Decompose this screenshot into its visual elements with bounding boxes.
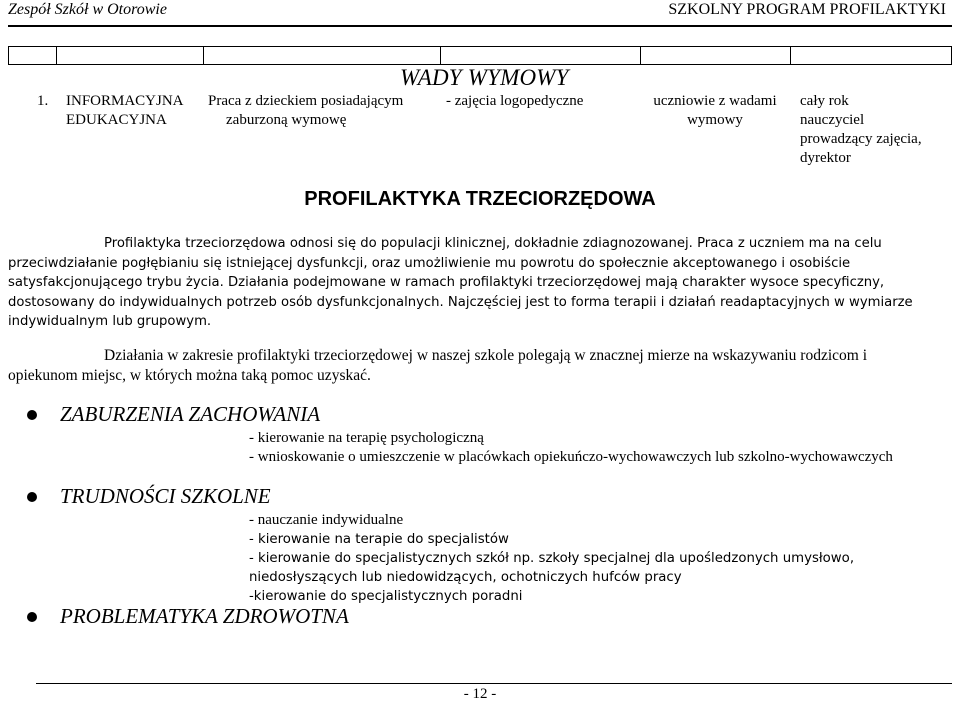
table-col-border [951,46,952,64]
table-col-border [640,46,641,64]
footer-rule [36,683,952,684]
paragraph-line: opiekunom miejsc, w których można taką pomoc uzyskać. [8,366,371,384]
responsible-line: dyrektor [800,150,851,166]
activity-line: zaburzoną wymowę [226,112,347,128]
table-col-border [203,46,204,64]
page-number: - 12 - [463,686,497,702]
header-rule [8,25,952,27]
section-title: PROFILAKTYKA TRZECIORZĘDOWA [304,188,656,210]
bullet-icon [27,612,37,622]
bullet-icon [27,410,37,420]
category-cell [66,92,184,130]
responsible-line: cały rok [800,93,849,109]
table-col-border [440,46,441,64]
paragraph-line: dostosowany do indywidualnych potrzeb osób dysfunkcjonalnych. Najczęściej jest to forma terapii i działań readaptacyjnych w wymiarze [8,294,913,310]
header-school-name: Zespół Szkół w Otorowie [8,1,167,18]
activity-line: Praca z dzieckiem posiadającym [208,93,404,109]
target-line: uczniowie z wadami [653,93,777,109]
category-line: EDUKACYJNA [66,112,167,128]
responsible-cell [800,92,922,168]
list-item: -kierowanie do specjalistycznych poradni [249,589,523,604]
target-line: wymowy [687,112,743,128]
paragraph-line: indywidualnym lub grupowym. [8,314,212,329]
list-item: - kierowanie na terapię psychologiczną [249,430,484,446]
row-number: 1. [37,93,49,109]
section-heading-behavior: ZABURZENIA ZACHOWANIA [60,402,321,426]
list-item: - kierowanie na terapie do specjalistów [249,532,509,547]
section-heading-school-difficulties: TRUDNOŚCI SZKOLNE [60,484,271,508]
method-cell: - zajęcia logopedyczne [446,93,584,109]
bullet-icon [27,492,37,502]
responsible-line: nauczyciel [800,112,865,128]
header-program-title: SZKOLNY PROGRAM PROFILAKTYKI [668,1,946,18]
paragraph-line: satysfakcjonującego trybu życia. Działania podejmowane w ramach profilaktyki trzeciorzędowej mają charakter wysoce specyficzny, [8,275,885,290]
table-col-border [790,46,791,64]
list-item: - kierowanie do specjalistycznych szkół np. szkoły specjalnej dla upośledzonych umysłowo, [249,551,855,566]
table-top-border [8,46,952,47]
list-item: niedosłyszących lub niedowidzących, ochotniczych hufców pracy [249,570,682,585]
paragraph-line: Profilaktyka trzeciorzędowa odnosi się do populacji klinicznej, dokładnie zdiagnozowanej. Praca z uczniem ma na celu [104,236,882,251]
school-actions-paragraph [8,346,952,385]
paragraph-line: przeciwdziałanie pogłębianiu się istniejącej dysfunkcji, oraz umożliwienie mu powrotu do społecznie akceptowanego i osobiście [8,255,851,271]
category-line: INFORMACYJNA [66,93,184,109]
list-item: - wnioskowanie o umieszczenie w placówkach opiekuńczo-wychowawczych lub szkolno-wychowawczych [249,449,893,465]
paragraph-line: Działania w zakresie profilaktyki trzeciorzędowej w naszej szkole polegają w znacznej mierze na wskazywaniu rodzicom i [104,347,868,364]
activity-cell [208,92,403,130]
intro-paragraph [8,234,952,332]
table-col-border [8,46,9,64]
table-col-border [56,46,57,64]
list-item: - nauczanie indywidualne [249,512,404,528]
responsible-line: prowadzący zajęcia, [800,131,922,147]
table-subtitle: WADY WYMOWY [400,65,569,90]
section-heading-health: PROBLEMATYKA ZDROWOTNA [60,604,349,628]
target-cell [644,92,786,130]
